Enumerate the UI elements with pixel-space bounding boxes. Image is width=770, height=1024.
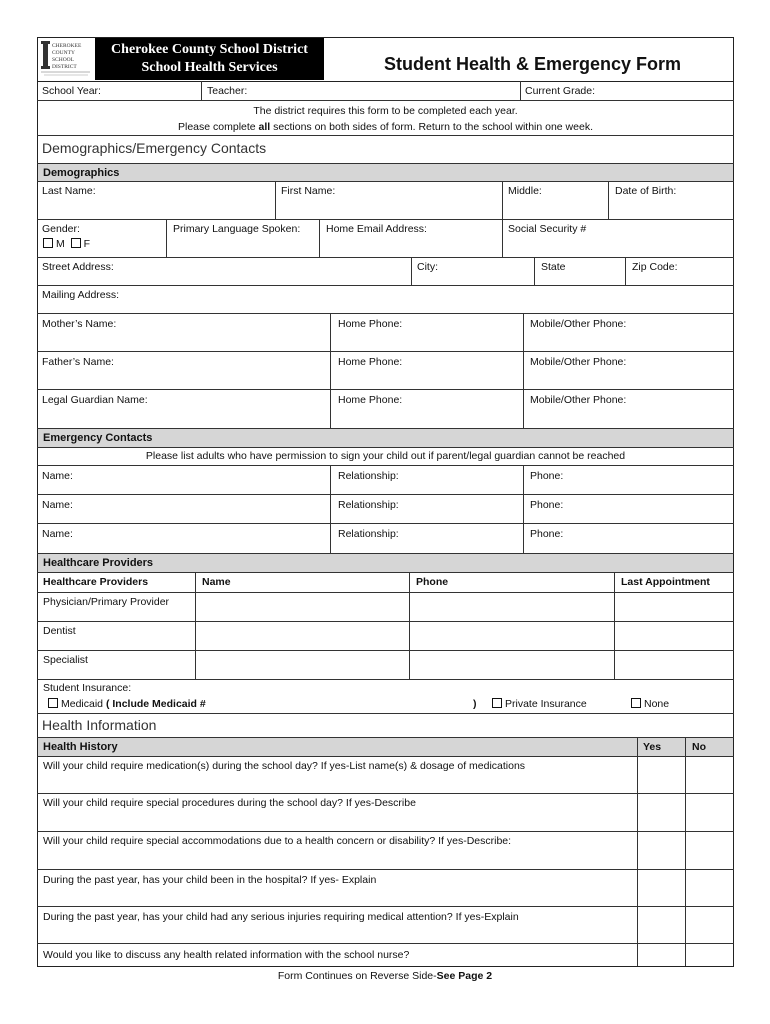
providers-subhead: Healthcare Providers <box>43 557 154 569</box>
middle-name-field[interactable]: Middle: <box>508 185 542 197</box>
email-field[interactable]: Home Email Address: <box>326 223 427 235</box>
insurance-label: Student Insurance: <box>43 682 132 694</box>
provider-row-physician: Physician/Primary Provider <box>43 596 170 608</box>
medicaid-checkbox[interactable] <box>48 698 58 708</box>
zip-field[interactable]: Zip Code: <box>632 261 678 273</box>
yes-column-header: Yes <box>643 741 662 753</box>
mother-name-field[interactable]: Mother’s Name: <box>42 318 117 330</box>
mailing-address-field[interactable]: Mailing Address: <box>42 289 120 301</box>
department-name: School Health Services <box>141 60 278 75</box>
teacher-field[interactable]: Teacher: <box>207 85 248 97</box>
providers-col-name: Name <box>202 576 231 588</box>
question-injuries: During the past year, has your child had any serious injuries requiring medical attention? If yes-Explain <box>43 911 519 923</box>
medicaid-close-paren: ) <box>473 698 477 710</box>
provider-row-specialist: Specialist <box>43 654 88 666</box>
svg-text:COUNTY: COUNTY <box>52 50 75 56</box>
demographics-subhead: Demographics <box>43 167 120 179</box>
last-name-field[interactable]: Last Name: <box>42 185 96 197</box>
contact-3-name[interactable]: Name: <box>42 528 73 540</box>
gender-options: M F <box>43 238 90 250</box>
private-insurance-checkbox[interactable] <box>492 698 502 708</box>
first-name-field[interactable]: First Name: <box>281 185 336 197</box>
street-address-field[interactable]: Street Address: <box>42 261 114 273</box>
medications-no-cell[interactable] <box>686 757 733 793</box>
notice-line-2: Please complete all sections on both sides of form. Return to the school within one week. <box>178 121 593 133</box>
father-name-field[interactable]: Father’s Name: <box>42 356 114 368</box>
mother-mobile-phone[interactable]: Mobile/Other Phone: <box>530 318 627 330</box>
providers-col-phone: Phone <box>416 576 449 588</box>
contact-2-name[interactable]: Name: <box>42 499 73 511</box>
question-hospital: During the past year, has your child been in the hospital? If yes- Explain <box>43 874 377 886</box>
city-field[interactable]: City: <box>417 261 438 273</box>
footer-note: Form Continues on Reverse Side-See Page 2 <box>277 970 493 982</box>
no-insurance-checkbox[interactable] <box>631 698 641 708</box>
notice-line-1: The district requires this form to be completed each year. <box>253 105 518 117</box>
dob-field[interactable]: Date of Birth: <box>615 185 677 197</box>
gender-m-checkbox[interactable] <box>43 238 53 248</box>
svg-text:SCHOOL: SCHOOL <box>52 57 75 63</box>
father-mobile-phone[interactable]: Mobile/Other Phone: <box>530 356 627 368</box>
private-insurance-option: Private Insurance <box>492 698 587 710</box>
health-section-title: Health Information <box>42 717 157 733</box>
contact-3-relationship[interactable]: Relationship: <box>338 528 399 540</box>
state-field[interactable]: State <box>541 261 566 273</box>
no-column-header: No <box>692 741 706 753</box>
ssn-field[interactable]: Social Security # <box>508 223 587 235</box>
school-year-field[interactable]: School Year: <box>42 85 101 97</box>
grade-field[interactable]: Current Grade: <box>525 85 596 97</box>
provider-row-dentist: Dentist <box>43 625 76 637</box>
gender-label: Gender: <box>42 223 80 235</box>
district-name: Cherokee County School District <box>111 42 308 57</box>
language-field[interactable]: Primary Language Spoken: <box>173 223 301 235</box>
question-medications: Will your child require medication(s) during the school day? If yes-List name(s) & dosage of medications <box>43 760 526 772</box>
guardian-mobile-phone[interactable]: Mobile/Other Phone: <box>530 394 627 406</box>
guardian-home-phone[interactable]: Home Phone: <box>338 394 403 406</box>
district-banner <box>95 38 324 80</box>
father-home-phone[interactable]: Home Phone: <box>338 356 403 368</box>
form-title: Student Health & Emergency Form <box>384 54 682 74</box>
question-discuss-nurse: Would you like to discuss any health related information with the school nurse? <box>43 949 410 961</box>
question-accommodations: Will your child require special accommodations due to a health concern or disability? If yes-Describe: <box>43 835 512 847</box>
health-history-subhead: Health History <box>43 741 118 753</box>
question-procedures: Will your child require special procedures during the school day? If yes-Describe <box>43 797 416 809</box>
svg-text:DISTRICT: DISTRICT <box>52 64 77 70</box>
contact-3-phone[interactable]: Phone: <box>530 528 564 540</box>
emergency-subhead: Emergency Contacts <box>43 432 153 444</box>
demographics-section-title: Demographics/Emergency Contacts <box>42 140 267 156</box>
no-insurance-option: None <box>631 698 669 710</box>
contact-1-phone[interactable]: Phone: <box>530 470 564 482</box>
medications-yes-cell[interactable] <box>638 757 684 793</box>
svg-text:CHEROKEE: CHEROKEE <box>52 43 82 49</box>
contact-2-phone[interactable]: Phone: <box>530 499 564 511</box>
contact-2-relationship[interactable]: Relationship: <box>338 499 399 511</box>
contact-1-relationship[interactable]: Relationship: <box>338 470 399 482</box>
providers-col-type: Healthcare Providers <box>43 576 149 588</box>
guardian-name-field[interactable]: Legal Guardian Name: <box>42 394 148 406</box>
medicaid-option: Medicaid ( Include Medicaid # <box>48 698 206 710</box>
contact-1-name[interactable]: Name: <box>42 470 73 482</box>
emergency-instructions: Please list adults who have permission to sign your child out if parent/legal guardian cannot be reached <box>145 450 626 462</box>
district-logo <box>38 38 94 80</box>
mother-home-phone[interactable]: Home Phone: <box>338 318 403 330</box>
providers-col-last-appointment: Last Appointment <box>621 576 710 588</box>
gender-f-checkbox[interactable] <box>71 238 81 248</box>
